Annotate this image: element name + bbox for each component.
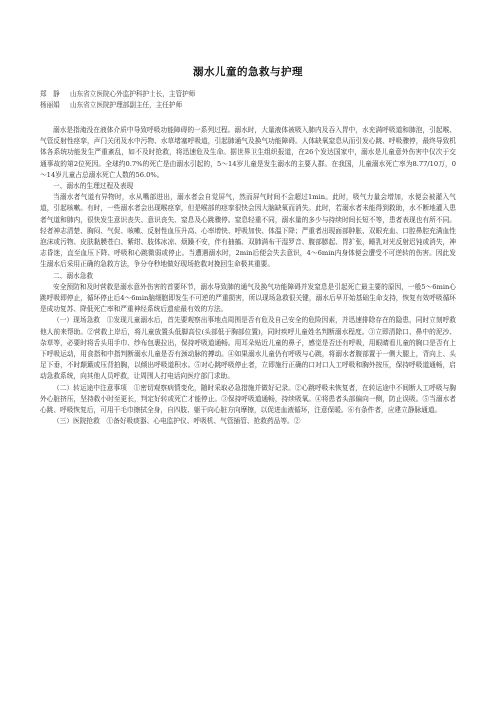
author-affiliation: 山东省立医院心外监护科护士长，主管护师 bbox=[70, 90, 196, 98]
section-heading: 一、溺水的生理过程及表现 bbox=[53, 182, 134, 191]
paragraph: 当溺水者气道有异物时，水从嘴部进出，溺水者会自觉屏气，然而屏气时间不会超过1min。此时，吸气力量会增加，水便会被灌入气道，引起咳嗽。有时，一些溺水者会出现喉痉挛，但是喉部的痉挛很快会因大脑缺氧而消失。此时，若溺水者未能得到救助，水不断地灌入患者气道和肺内，很快发生意识丧失、意识丧失、窒息及心跳骤停。窒息轻重不同，溺水量的多少与持续时间长短不等，患者表现也有所不同。轻者神志清楚、胸闷、气促、咳嗽、反射性血压升高、心率增快、呼吸加快、体温下降；严重者出现面部肿胀、双眼充血、口腔鼻腔充满血性泡沫或污物、皮肤黏膜苍白、紫绀、肢体冰凉、烦躁不安，伴有抽搐、双肺满布干湿罗音、腹部膨起、胃扩张，睡乳对光反射迟钝或消失，神志昏迷，直至血压下降、呼吸和心跳微弱或停止。当遭遇溺水时，2min后便会失去意识，4～6min内身体便会遭受不可逆转的伤害。因此发生溺水后采用正确的急救方法，争分夺秒地做好现场抢救对挽回生命极其重要。 bbox=[40, 193, 456, 269]
author-line bbox=[40, 89, 456, 100]
paragraph: 安全预防和及时营救是溺水意外伤害的首要环节，溺水导致肺的通气及换气功能障碍并发窒息是引起死亡最主要的原因，一般5～6min心跳呼吸即停止，循环停止后4～6min脑细胞即发生不可逆的严重损害，所以现场急救很关键，溺水后早开始基础生命支持，恢复有效呼吸循环是成功复苏、降低死亡率和严重神经系统后遗症最有效的方法。 bbox=[40, 282, 456, 314]
document-title: 溺水儿童的急救与护理 bbox=[193, 66, 303, 78]
paragraph: （三）医院抢救 ①备好吸痰器、心电监护仪、呼吸机、气管插管、抢救药品等。② bbox=[53, 417, 301, 426]
author-affiliation: 山东省立医院护理部副主任，主任护师 bbox=[70, 101, 183, 109]
article-body bbox=[40, 125, 456, 427]
author-name: 杨丽娟 bbox=[40, 101, 60, 109]
section-heading: 二、溺水急救 bbox=[53, 271, 94, 280]
paragraph: （二）转运途中注意事项 ①密切观察病情变化，随时采取必急措施并做好记录。②心跳呼吸未恢复者，在转运途中不间断人工呼吸与胸外心脏挤压，坚持救小时至更长，判定好转或死亡才能停止。③保持呼吸道通畅，持续吸氧。④将患者头部偏向一侧，防止误吸。⑤当溺水者心跳、呼吸恢复后，可用干毛巾擦拭全身，自四肢、躯干向心脏方向摩擦，以促进血液循环，注意保暖。⑥有条件者，应建立静脉通道。 bbox=[40, 383, 456, 415]
author-line bbox=[40, 100, 456, 111]
paragraph: （一）现场急救 ①发现儿童溺水后，首先要观察出事地点周围是否有危及自己安全的危险因素，并迅速排除存在的隐患，同时立刻呼救他人前来帮助。②营救上岸后，将儿童放置头低脚高位(头部低于胸部位置)，同时疾呼儿童姓名判断溺水程度。③立即清除口、鼻中的泥沙、杂草等，必要时将舌头用手巾、纱布包裹拉出，保持呼吸道通畅。用耳朵贴近儿童的鼻子，感觉是否还有呼吸，用眼睛看儿童的胸口是否有上下呼吸运动，用食指和中指判断溺水儿童是否有颈动脉的搏动。④如果溺水儿童仍有呼吸与心跳，将溺水者腹部置于一侧大腿上，背向上、头足下垂，不时颠簸或压背拍胸，以倾出呼吸道积水。⑤对心跳呼吸停止者，立即施行正确的口对口人工呼吸和胸外按压，保持呼吸道通畅，启动急救系统，向其他人员呼救，让周围人打电话向医疗部门求助。 bbox=[40, 316, 456, 381]
author-name: 郑 静 bbox=[40, 90, 60, 98]
paragraph-intro: 溺水是指淹没在液体介质中导致呼吸功能障碍的一系列过程。溺水时，大量液体被吸入肺内及吞入胃中，水充满呼吸道和肺泡，引起喉、气管反射性痉挛，声门关闭及水中污物、水草堵塞呼吸道，引起肺通气及换气功能障碍。人体缺氧窒息从而引发心跳、呼吸骤停，最终导致机体各系统功能发生严重紊乱，如不及时抢救，将迅速危及生命。据世界卫生组织报道，在26个发达国家中，溺水是儿童意外伤害中仅次于交通事故的第2位死因。全球约0.7%的死亡是由溺水引起的，5～14岁儿童是发生溺水的主要人群。在我国，儿童溺水死亡率为8.77/10万，0～14岁儿童占总溺水死亡人数的56.0%。 bbox=[40, 126, 456, 179]
